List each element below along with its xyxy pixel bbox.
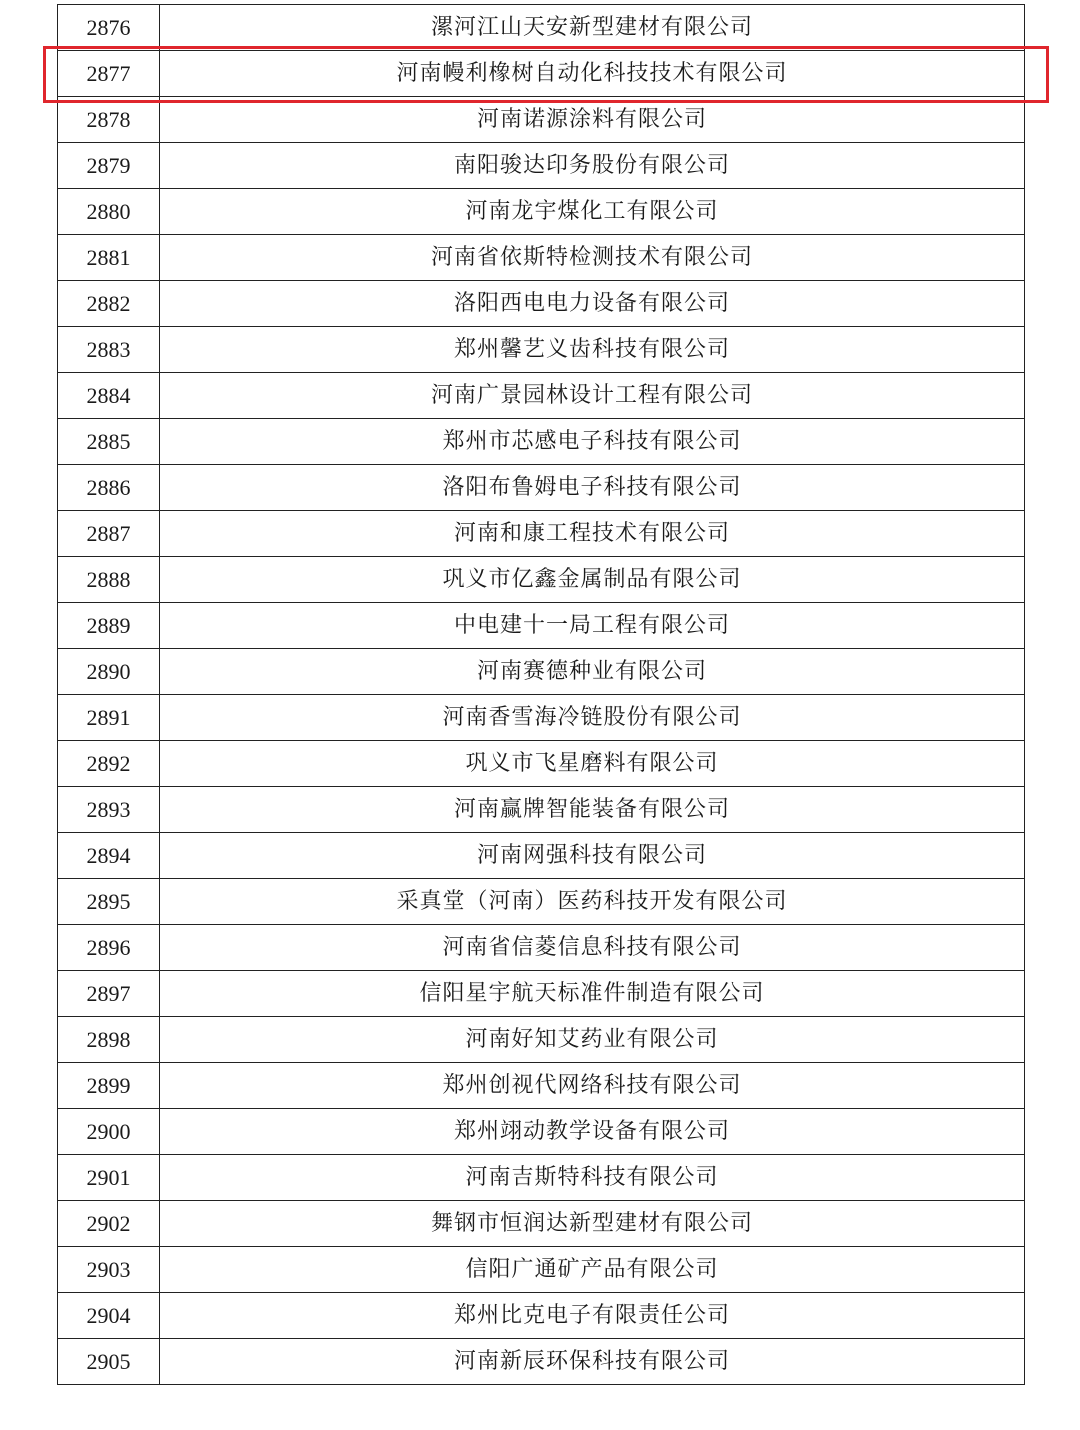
company-name-cell: 舞钢市恒润达新型建材有限公司 [160, 1201, 1025, 1247]
company-name-cell: 河南网强科技有限公司 [160, 833, 1025, 879]
row-number-cell: 2879 [58, 143, 160, 189]
row-number-cell: 2897 [58, 971, 160, 1017]
company-name-cell: 漯河江山天安新型建材有限公司 [160, 5, 1025, 51]
table-row [58, 695, 1025, 741]
row-number-cell: 2904 [58, 1293, 160, 1339]
company-name-cell: 巩义市亿鑫金属制品有限公司 [160, 557, 1025, 603]
table-row [58, 511, 1025, 557]
company-name-cell: 河南吉斯特科技有限公司 [160, 1155, 1025, 1201]
company-name-cell: 河南广景园林设计工程有限公司 [160, 373, 1025, 419]
table-row [58, 51, 1025, 97]
table-row [58, 1247, 1025, 1293]
company-name-cell: 信阳星宇航天标准件制造有限公司 [160, 971, 1025, 1017]
table-row [58, 189, 1025, 235]
row-number-cell: 2890 [58, 649, 160, 695]
table-row [58, 741, 1025, 787]
company-name-cell: 河南香雪海冷链股份有限公司 [160, 695, 1025, 741]
row-number-cell: 2901 [58, 1155, 160, 1201]
row-number-cell: 2883 [58, 327, 160, 373]
table-row [58, 557, 1025, 603]
company-name-cell: 河南赛德种业有限公司 [160, 649, 1025, 695]
table-row [58, 97, 1025, 143]
company-name-cell: 南阳骏达印务股份有限公司 [160, 143, 1025, 189]
table-row [58, 649, 1025, 695]
table-row [58, 419, 1025, 465]
company-name-cell: 洛阳布鲁姆电子科技有限公司 [160, 465, 1025, 511]
company-name-cell: 郑州翊动教学设备有限公司 [160, 1109, 1025, 1155]
row-number-cell: 2898 [58, 1017, 160, 1063]
company-name-cell: 巩义市飞星磨料有限公司 [160, 741, 1025, 787]
table-row [58, 373, 1025, 419]
company-name-cell: 河南省信菱信息科技有限公司 [160, 925, 1025, 971]
row-number-cell: 2891 [58, 695, 160, 741]
row-number-cell: 2881 [58, 235, 160, 281]
row-number-cell: 2905 [58, 1339, 160, 1385]
row-number-cell: 2902 [58, 1201, 160, 1247]
row-number-cell: 2893 [58, 787, 160, 833]
table-row [58, 1155, 1025, 1201]
company-list-table [57, 4, 1025, 1385]
row-number-cell: 2884 [58, 373, 160, 419]
table-row [58, 143, 1025, 189]
table-row [58, 465, 1025, 511]
row-number-cell: 2876 [58, 5, 160, 51]
company-name-cell: 采真堂（河南）医药科技开发有限公司 [160, 879, 1025, 925]
table-row [58, 833, 1025, 879]
company-name-cell: 洛阳西电电力设备有限公司 [160, 281, 1025, 327]
row-number-cell: 2886 [58, 465, 160, 511]
company-name-cell: 河南龙宇煤化工有限公司 [160, 189, 1025, 235]
company-name-cell: 河南省依斯特检测技术有限公司 [160, 235, 1025, 281]
company-list-table-body [58, 5, 1025, 1385]
row-number-cell: 2903 [58, 1247, 160, 1293]
company-name-cell: 河南和康工程技术有限公司 [160, 511, 1025, 557]
row-number-cell: 2889 [58, 603, 160, 649]
table-row [58, 603, 1025, 649]
table-row [58, 1339, 1025, 1385]
company-name-cell: 郑州馨艺义齿科技有限公司 [160, 327, 1025, 373]
company-name-cell: 河南好知艾药业有限公司 [160, 1017, 1025, 1063]
row-number-cell: 2885 [58, 419, 160, 465]
table-row [58, 1017, 1025, 1063]
company-name-cell: 河南赢牌智能装备有限公司 [160, 787, 1025, 833]
company-list-table-container [57, 4, 1024, 1385]
company-name-cell: 河南诺源涂料有限公司 [160, 97, 1025, 143]
company-name-cell: 河南新辰环保科技有限公司 [160, 1339, 1025, 1385]
table-row [58, 281, 1025, 327]
row-number-cell: 2895 [58, 879, 160, 925]
table-row [58, 327, 1025, 373]
row-number-cell: 2896 [58, 925, 160, 971]
company-name-cell: 河南幔利橡树自动化科技技术有限公司 [160, 51, 1025, 97]
row-number-cell: 2894 [58, 833, 160, 879]
row-number-cell: 2888 [58, 557, 160, 603]
row-number-cell: 2877 [58, 51, 160, 97]
table-row [58, 925, 1025, 971]
table-row [58, 1109, 1025, 1155]
row-number-cell: 2882 [58, 281, 160, 327]
company-name-cell: 信阳广通矿产品有限公司 [160, 1247, 1025, 1293]
row-number-cell: 2887 [58, 511, 160, 557]
company-name-cell: 郑州比克电子有限责任公司 [160, 1293, 1025, 1339]
row-number-cell: 2900 [58, 1109, 160, 1155]
row-number-cell: 2892 [58, 741, 160, 787]
table-row [58, 879, 1025, 925]
row-number-cell: 2899 [58, 1063, 160, 1109]
table-row [58, 1063, 1025, 1109]
table-row [58, 1201, 1025, 1247]
row-number-cell: 2880 [58, 189, 160, 235]
company-name-cell: 郑州市芯感电子科技有限公司 [160, 419, 1025, 465]
table-row [58, 1293, 1025, 1339]
table-row [58, 971, 1025, 1017]
company-name-cell: 中电建十一局工程有限公司 [160, 603, 1025, 649]
table-row [58, 787, 1025, 833]
table-row [58, 5, 1025, 51]
table-row [58, 235, 1025, 281]
row-number-cell: 2878 [58, 97, 160, 143]
company-name-cell: 郑州创视代网络科技有限公司 [160, 1063, 1025, 1109]
